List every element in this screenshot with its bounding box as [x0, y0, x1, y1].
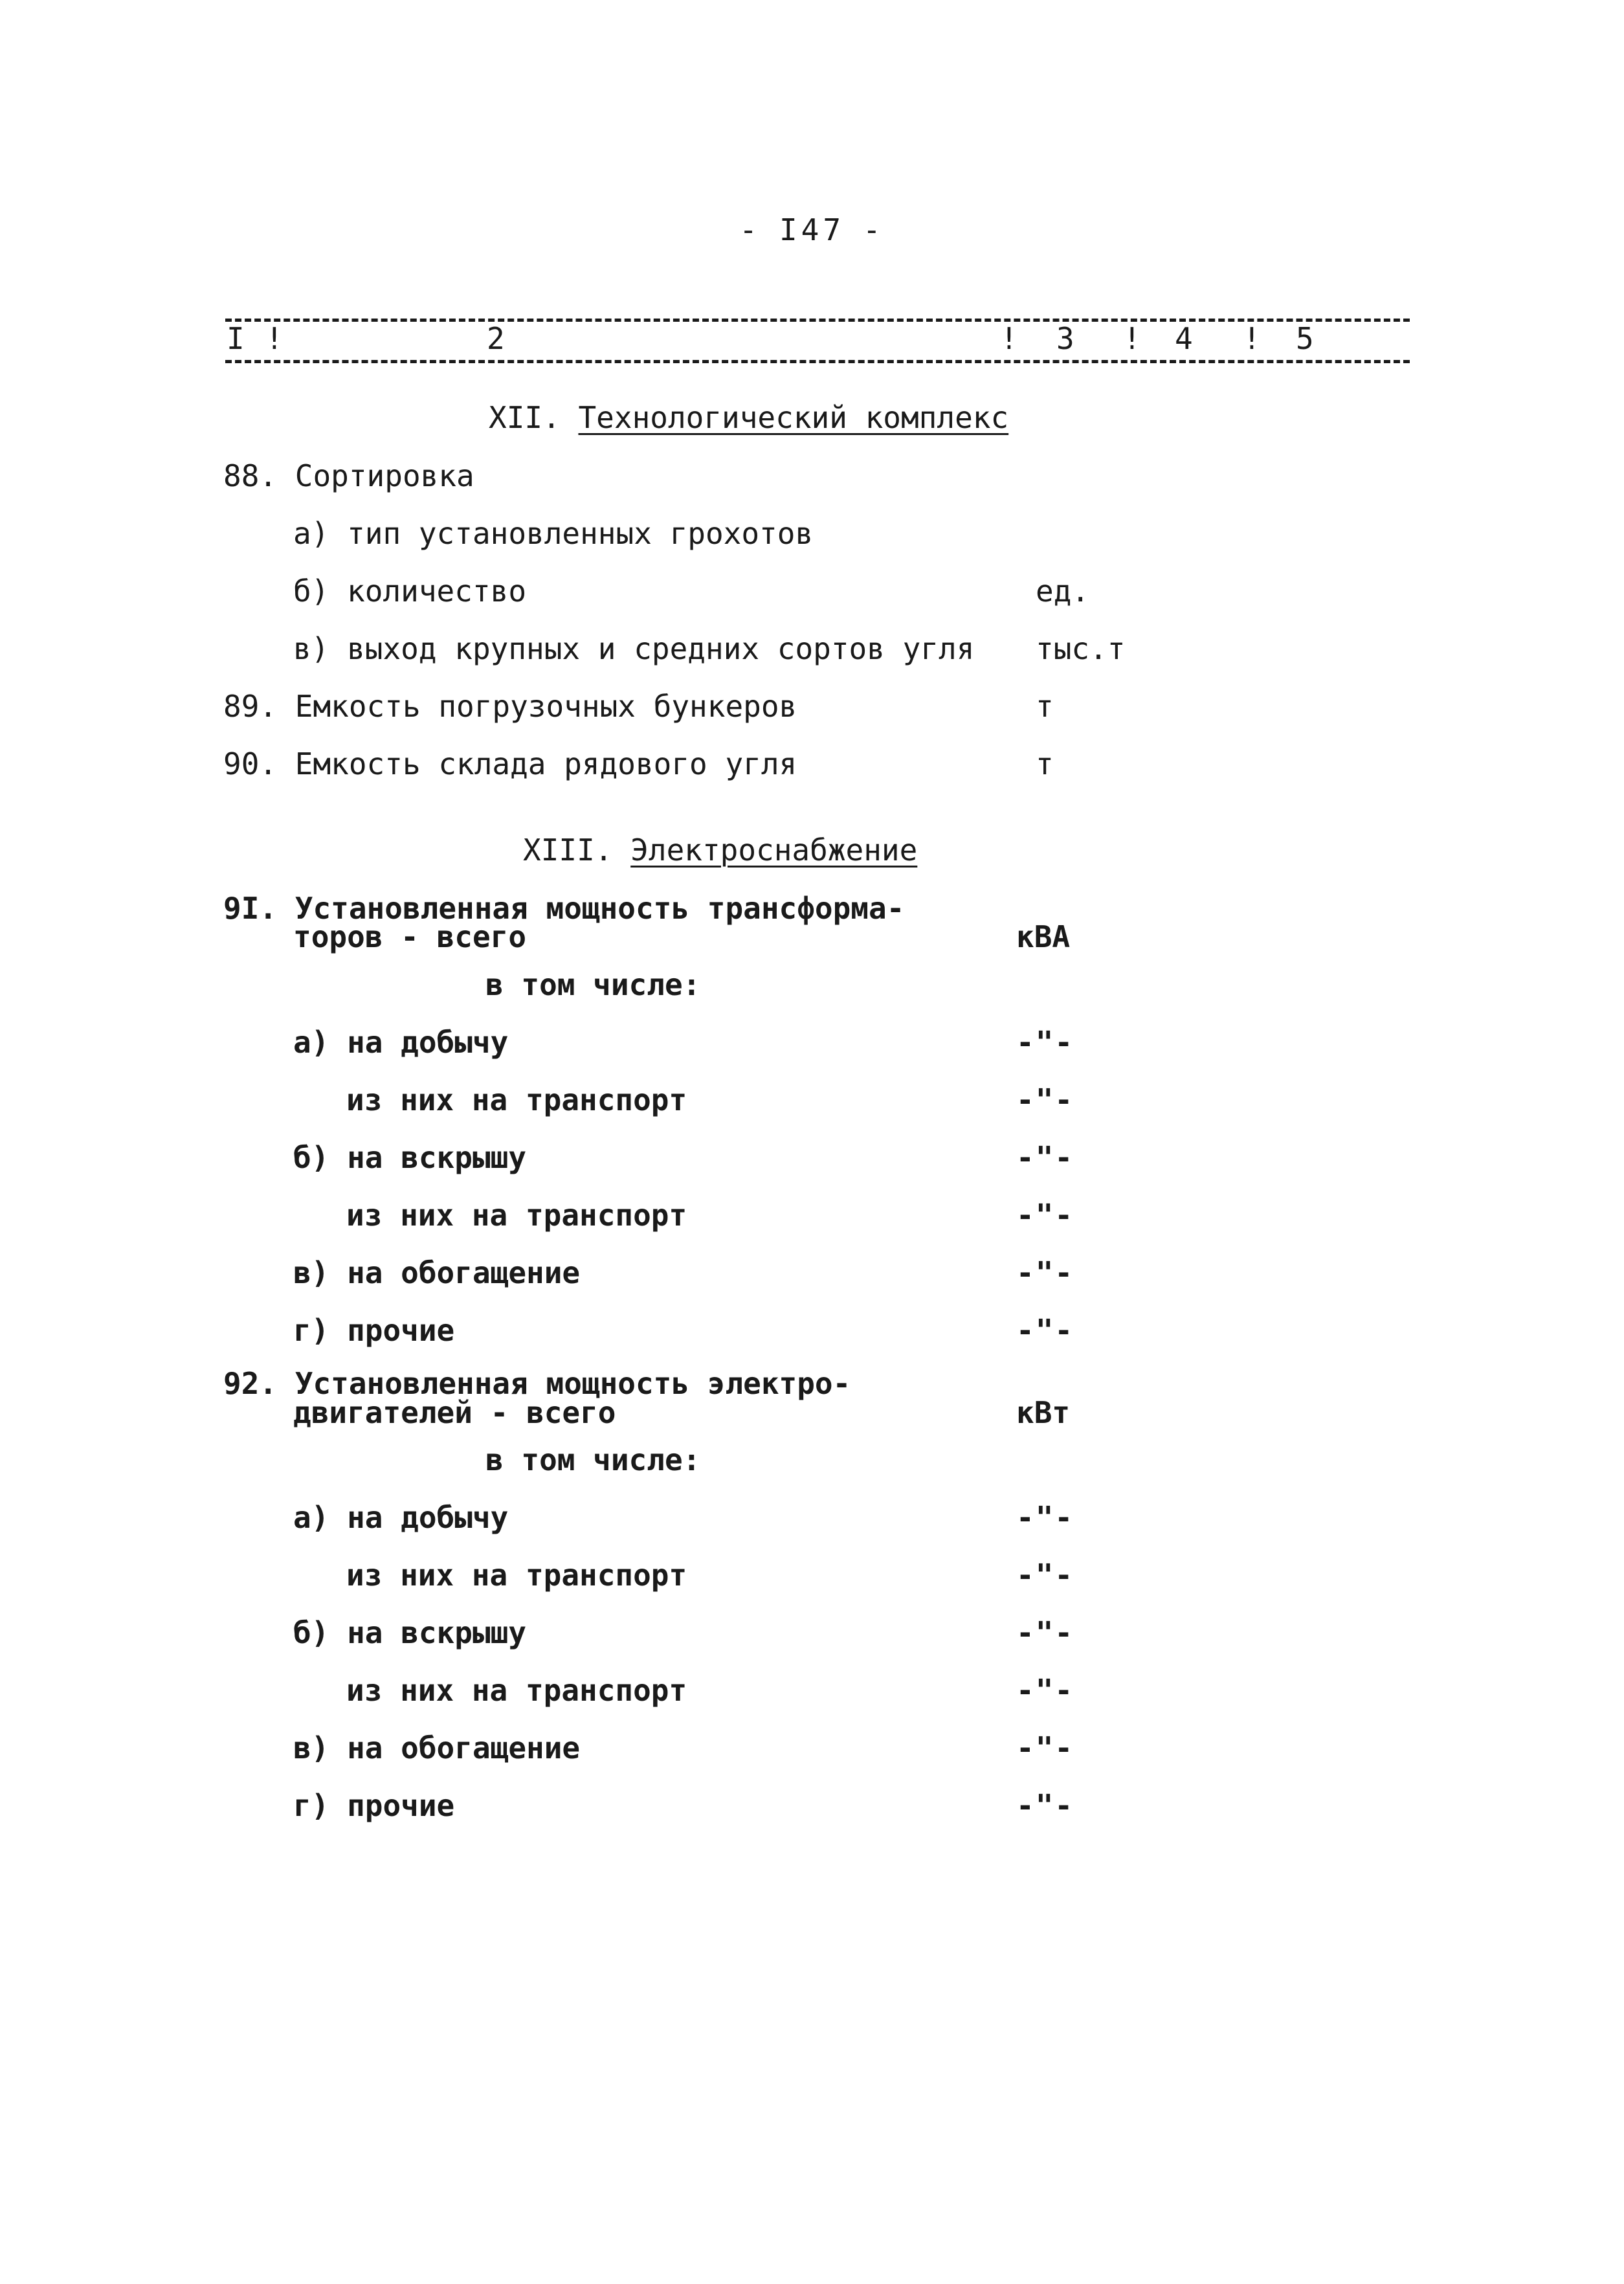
item-unit: -"- [1016, 1673, 1074, 1708]
item-label: а) на добычу [293, 1025, 509, 1060]
column-header-3: 3 [1056, 321, 1074, 356]
item-label: двигателей - всего [293, 1395, 616, 1430]
section-title-technological [489, 400, 1008, 435]
item-unit: ед. [1036, 574, 1090, 609]
page-number-dash-right: - [863, 212, 885, 247]
item-unit: тыс.т [1036, 631, 1126, 666]
item-unit: -"- [1016, 1730, 1074, 1765]
item-unit: -"- [1016, 1025, 1074, 1060]
item-label: из них на транспорт [346, 1558, 687, 1593]
section-number: XII. [489, 400, 561, 435]
column-separator: ! [1123, 321, 1141, 356]
item-label: 88. Сортировка [223, 458, 474, 493]
item-label: 89. Емкость погрузочных бункеров [223, 689, 797, 724]
item-unit: -"- [1016, 1500, 1074, 1535]
item-unit: -"- [1016, 1313, 1074, 1348]
section-heading: Технологический комплекс [578, 400, 1009, 435]
section-number: XIII. [523, 833, 613, 868]
item-unit: -"- [1016, 1788, 1074, 1823]
item-label: а) тип установленных грохотов [293, 516, 814, 551]
item-label: в том числе: [485, 967, 701, 1002]
item-unit: т [1036, 746, 1054, 781]
item-label: 9I. Установленная мощность трансформа- [223, 891, 905, 926]
column-header-2: 2 [487, 321, 505, 356]
column-separator: ! [1000, 321, 1018, 356]
item-unit: -"- [1016, 1082, 1074, 1117]
item-label: из них на транспорт [346, 1673, 687, 1708]
column-separator: ! [265, 321, 284, 356]
section-title-power-supply [523, 833, 917, 868]
item-label: в) на обогащение [293, 1730, 581, 1765]
item-label: г) прочие [293, 1788, 455, 1823]
header-rule-bottom [225, 360, 1410, 363]
item-label: в) выход крупных и средних сортов угля [293, 631, 975, 666]
page-number-value: I47 [779, 212, 845, 247]
item-label: г) прочие [293, 1313, 455, 1348]
item-label: торов - всего [293, 919, 527, 954]
item-unit: кВА [1016, 919, 1071, 954]
column-header-5: 5 [1296, 321, 1314, 356]
column-header-1: I [227, 321, 245, 356]
item-label: а) на добычу [293, 1500, 509, 1535]
item-label: б) на вскрышу [293, 1615, 527, 1650]
column-header-4: 4 [1175, 321, 1193, 356]
item-label: из них на транспорт [346, 1198, 687, 1233]
column-headers [0, 321, 1624, 360]
item-unit: -"- [1016, 1140, 1074, 1175]
item-unit: -"- [1016, 1198, 1074, 1233]
item-label: из них на транспорт [346, 1082, 687, 1117]
column-separator: ! [1243, 321, 1261, 356]
item-label: 92. Установленная мощность электро- [223, 1366, 851, 1401]
item-label: в том числе: [485, 1442, 701, 1477]
item-unit: -"- [1016, 1615, 1074, 1650]
item-label: б) количество [293, 574, 527, 609]
item-unit: т [1036, 689, 1054, 724]
page-number-dash-left: - [739, 212, 761, 247]
item-unit: -"- [1016, 1255, 1074, 1290]
section-heading: Электроснабжение [630, 833, 918, 868]
item-unit: кВт [1016, 1395, 1071, 1430]
page-number [0, 212, 1624, 247]
item-label: б) на вскрышу [293, 1140, 527, 1175]
item-label: в) на обогащение [293, 1255, 581, 1290]
item-label: 90. Емкость склада рядового угля [223, 746, 797, 781]
item-unit: -"- [1016, 1558, 1074, 1593]
